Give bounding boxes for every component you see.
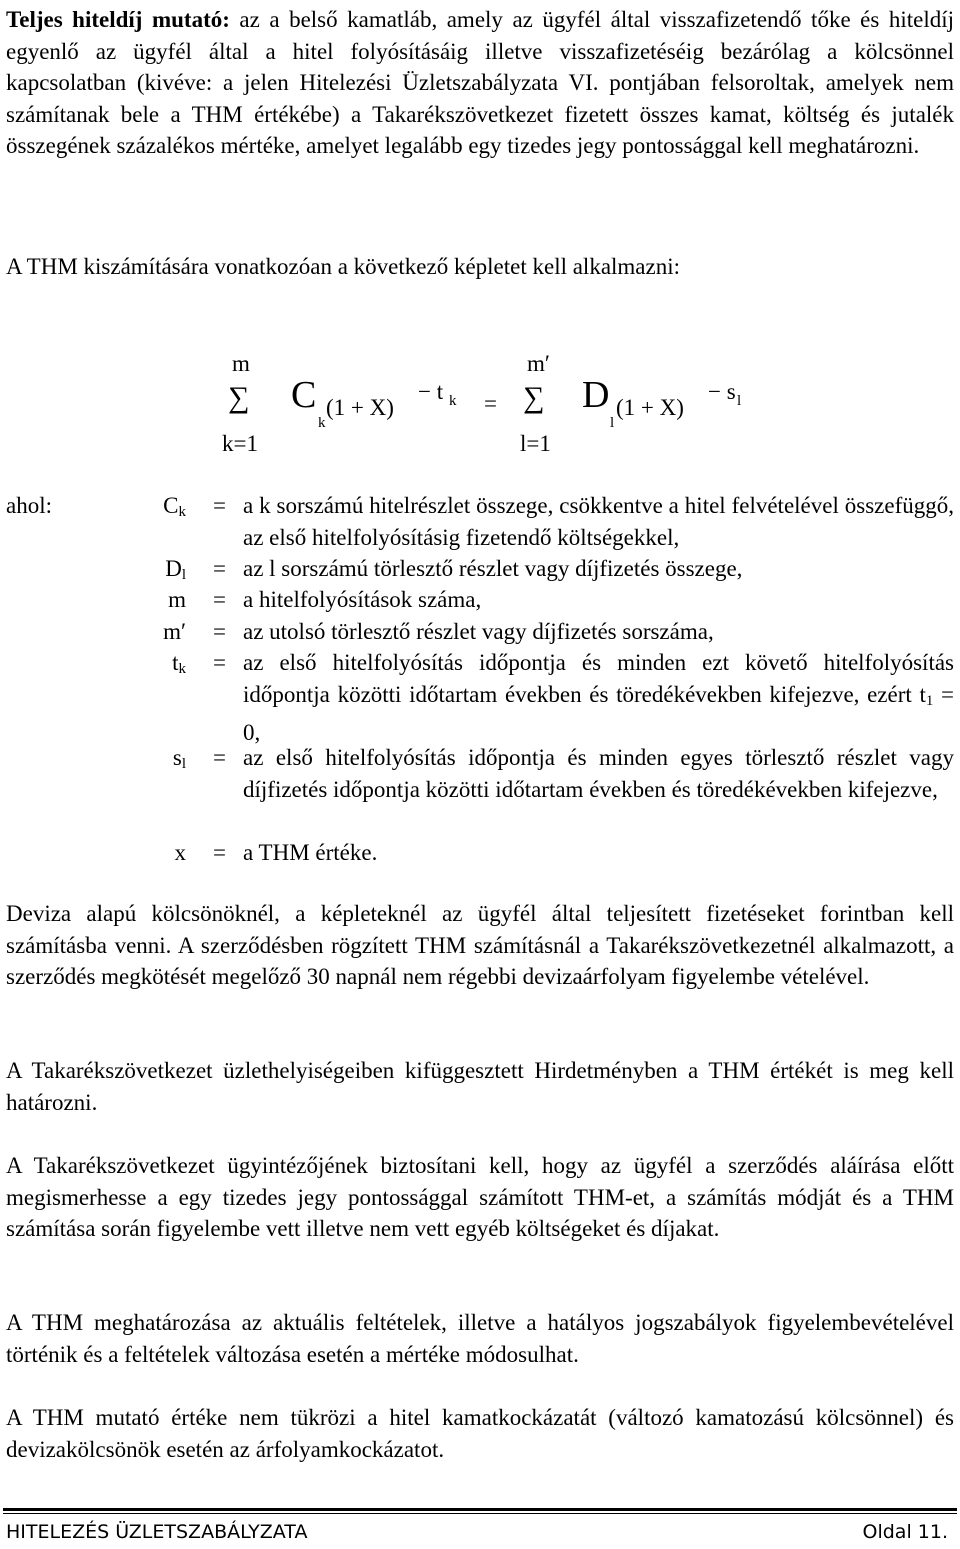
formula-right-exponent-sub: l — [737, 393, 742, 409]
formula-right-sub: l — [610, 415, 615, 431]
footer-divider-thin — [3, 1513, 957, 1514]
definition-symbol: $D_l$ — [165, 556, 186, 583]
formula-left-paren: (1 + X) — [326, 395, 394, 420]
thm-formula — [6, 330, 954, 460]
formula-left-exponent: − t — [418, 379, 444, 404]
definition-text: a k sorszámú hitelrészlet összege, csökkentve a hitel felvételével összefüggő, az első hitelfolyósításig fizetendő költségekkel, — [243, 493, 954, 550]
formula-right-exponent: − s — [708, 379, 736, 404]
page-number: Oldal 11. — [862, 1521, 948, 1543]
formula-left-term: C — [291, 374, 317, 416]
definition-symbol: m′ — [163, 619, 186, 644]
footer-divider — [3, 1508, 957, 1511]
definition-equals: = — [213, 745, 226, 770]
paragraph-formula-intro: A THM kiszámítására vonatkozóan a következő képletet kell alkalmazni: — [6, 254, 681, 279]
definition-equals: = — [213, 619, 226, 644]
paragraph-thm-determination: A THM meghatározása az aktuális feltételek, illetve a hatályos jogszabályok figyelembevételével történik és a feltételek változása esetén a mértéke módosulhat. — [6, 1310, 954, 1367]
paragraph-foreign-currency: Deviza alapú kölcsönöknél, a képleteknél az ügyfél által teljesített fizetéseket forintban kell számításba venni. A szerződésben rögzített THM számításnál a Takarékszövetkezetnél alkalmazott, a szerződés megkötését megelőző 30 napnál nem régebbi devizaárfolyam figyelembe vételével. — [6, 901, 954, 989]
page-footer — [6, 1517, 954, 1543]
paragraph-announcement: A Takarékszövetkezet üzlethelyiségeiben kifüggesztett Hirdetményben a THM értékét is meg kell határozni. — [6, 1058, 954, 1115]
formula-left-upper-limit: m — [232, 351, 250, 376]
definition-text: az utolsó törlesztő részlet vagy díjfizetés sorszáma, — [243, 619, 714, 644]
definition-equals: = — [213, 493, 226, 518]
definition-symbol: $t_k$ — [172, 650, 186, 677]
formula-left-sub: k — [318, 415, 326, 431]
definition-text: az l sorszámú törlesztő részlet vagy díjfizetés összege, — [243, 556, 743, 581]
definition-symbol: $s_l$ — [172, 745, 186, 772]
formula-right-upper-limit: m′ — [527, 351, 550, 376]
formula-left-exponent-sub: k — [449, 393, 457, 409]
definition-symbol: m — [168, 587, 186, 612]
formula-left-lower-limit: k=1 — [222, 431, 258, 456]
definition-text: az első hitelfolyósítás időpontja és minden ezt követő hitelfolyósítás időpontja közötti időtartam években és töredékévekben kifejezve, ezért $t_1 = 0$, — [243, 650, 954, 745]
definition-symbol: $C_k$ — [163, 493, 186, 520]
definition-text: az a belső kamatláb, amely az ügyfél által visszafizetendő tőke és hiteldíj egyenlő az ügyfél által a hitel folyósításáig illetve visszafizetéséig bezárólag a kölcsönnel kapcsolatban (kivéve: a jelen Hitelezési Üzletszabályzata VI. pontjában felsoroltak, amelyek nem számítanak bele a THM értékébe) a Takarékszövetkezet fizetett összes kamat, költség és jutalék összegének százalékos mértéke, amelyet legalább egy tizedes jegy pontossággal kell meghatározni. — [6, 7, 955, 158]
formula-left-sum-sign: ∑ — [228, 381, 250, 414]
definition-equals: = — [213, 587, 226, 612]
paragraph-risk-note: A THM mutató értéke nem tükrözi a hitel kamatkockázatát (változó kamatozású kölcsönnel) és devizakölcsönök esetén az árfolyamkockázatot. — [6, 1405, 954, 1462]
term-label: Teljes hiteldíj mutató: — [6, 7, 230, 32]
formula-right-lower-limit: l=1 — [520, 431, 551, 456]
definition-equals: = — [213, 650, 226, 675]
formula-equals: = — [484, 391, 497, 416]
definition-equals: = — [213, 840, 226, 865]
formula-right-paren: (1 + X) — [616, 395, 684, 420]
paragraph-administrator-duty: A Takarékszövetkezet ügyintézőjének biztosítani kell, hogy az ügyfél a szerződés aláírása előtt megismerhesse a egy tizedes jegy pontossággal számított THM-et, a számítás módját és a THM számítása során figyelembe vett illetve nem vett egyéb költségeket és díjakat. — [6, 1153, 954, 1241]
footer-title: HITELEZÉS ÜZLETSZABÁLYZATA — [6, 1521, 308, 1543]
definition-symbol: x — [174, 840, 186, 865]
definition-equals: = — [213, 556, 226, 581]
formula-right-sum-sign: ∑ — [523, 381, 545, 414]
definitions-intro: ahol: — [6, 493, 52, 518]
definition-text: az első hitelfolyósítás időpontja és minden egyes törlesztő részlet vagy díjfizetés időpontja közötti időtartam években és töredékévekben kifejezve, — [243, 745, 954, 802]
definition-text: a THM értéke. — [243, 840, 378, 865]
formula-right-term: D — [582, 374, 610, 416]
definition-text: a hitelfolyósítások száma, — [243, 587, 482, 612]
paragraph-thm-definition — [6, 4, 954, 162]
